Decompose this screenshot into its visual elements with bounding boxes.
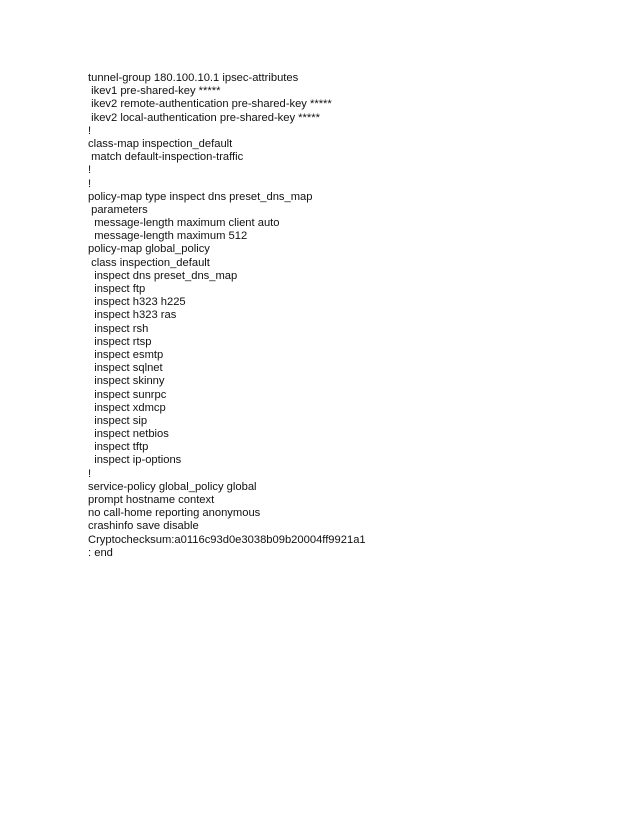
config-line: ! [88,467,92,480]
config-line: : end [88,546,113,559]
config-line: inspect ftp [88,283,146,295]
config-line: service-policy global_policy global [88,480,257,493]
config-line: prompt hostname context [88,494,215,506]
config-line: message-length maximum 512 [88,230,248,243]
config-line: inspect netbios [88,428,169,441]
config-line: inspect xdmcp [88,401,166,414]
config-line: ! [88,124,92,137]
config-line: ikev2 remote-authentication pre-shared-key ***** [88,98,332,111]
config-line: inspect rsh [88,322,149,335]
config-line: class-map inspection_default [88,137,233,150]
config-line: inspect esmtp [88,348,164,361]
config-line: inspect rtsp [88,335,152,348]
config-line: inspect sqlnet [88,362,163,375]
config-line: inspect sip [88,414,148,427]
config-line: message-length maximum client auto [88,217,280,230]
config-line: Cryptochecksum:a0116c93d0e3038b09b20004ff9921a1 [88,533,366,546]
config-line: inspect sunrpc [88,388,167,401]
config-text-block [88,72,608,560]
config-line: inspect h323 ras [88,309,177,322]
config-line: crashinfo save disable [88,520,199,533]
config-line: inspect h323 h225 [88,296,186,309]
config-line: inspect tftp [88,441,149,454]
config-line: inspect ip-options [88,454,182,467]
config-line: policy-map global_policy [88,243,210,256]
config-line: class inspection_default [88,256,210,269]
config-line: ikev2 local-authentication pre-shared-key ***** [88,111,320,124]
config-line: tunnel-group 180.100.10.1 ipsec-attributes [88,72,299,84]
config-line: inspect dns preset_dns_map [88,269,238,282]
config-line: ! [88,177,92,190]
config-line: inspect skinny [88,375,165,388]
config-line: ikev1 pre-shared-key ***** [88,85,221,98]
config-line: match default-inspection-traffic [88,151,244,164]
config-line: parameters [88,203,148,216]
config-line: policy-map type inspect dns preset_dns_map [88,190,313,203]
config-line: no call-home reporting anonymous [88,507,261,520]
config-line: ! [88,164,92,177]
